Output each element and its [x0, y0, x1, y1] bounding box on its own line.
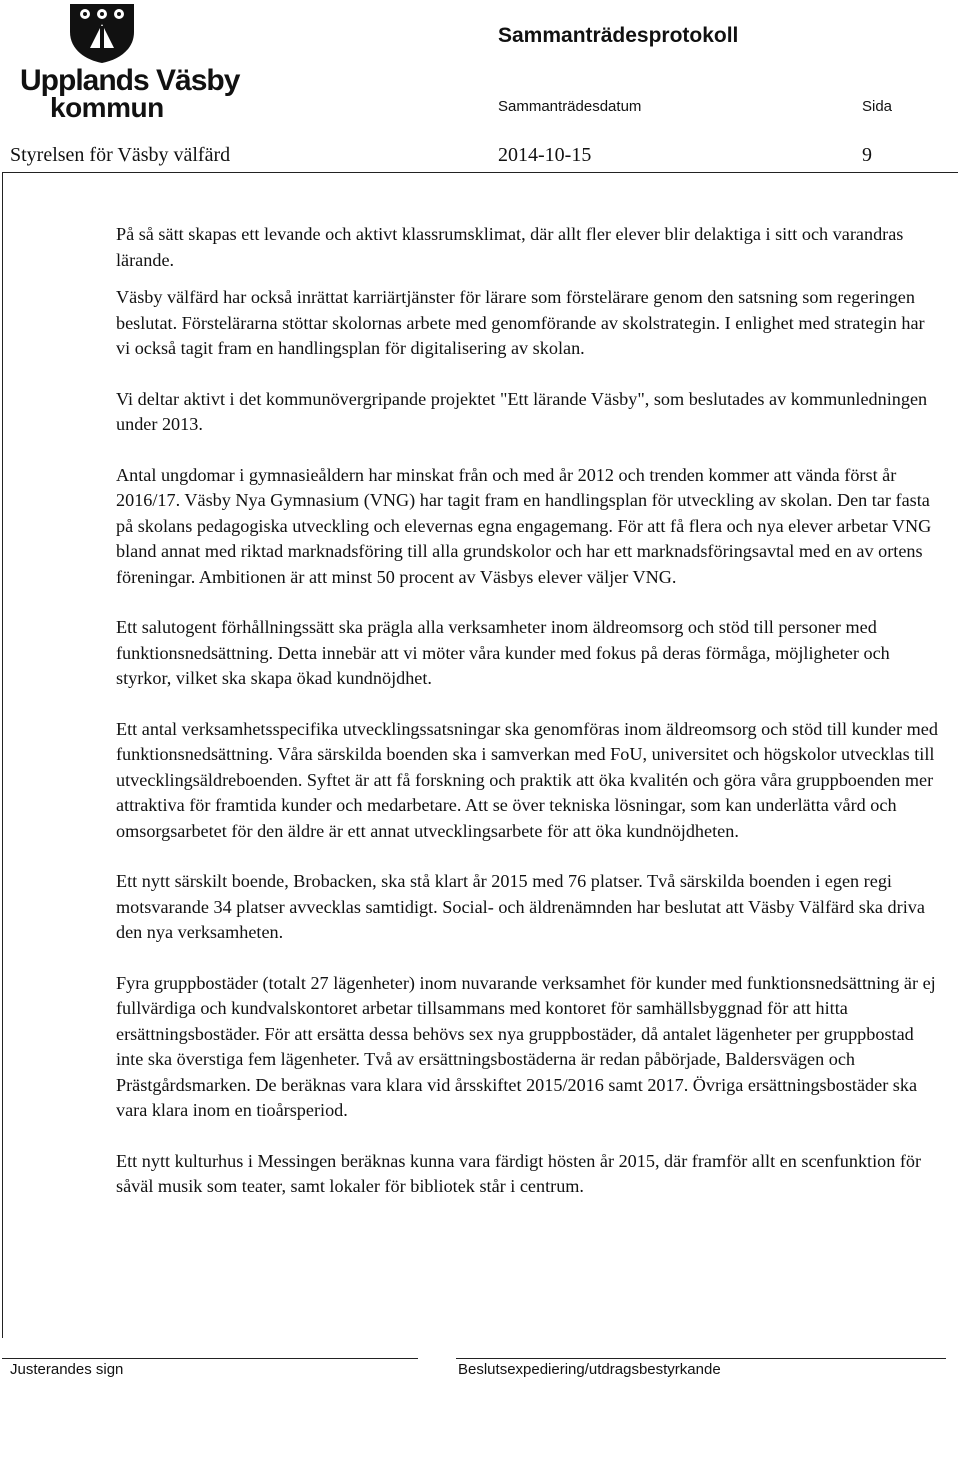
margin-rule [2, 172, 3, 1338]
paragraph: Vi deltar aktivt i det kommunövergripande projektet "Ett lärande Väsby", som beslutades av kommunledningen under 2013. [116, 388, 928, 434]
date-label: Sammanträdesdatum [498, 98, 642, 115]
paragraph: Fyra gruppbostäder (totalt 27 lägenheter) inom nuvarande verksamhet för kunder med funktionsnedsättning är ej fullvärdiga och kundvalskontoret arbetar tillsammans med kontoret för samhällsbyggnad för att hitta ersättningsbostäder. För att ersätta dessa behövs sex nya gruppbostäder, då antalet lägenheter per gruppbostad inte ska överstiga fem lägenheter. Två av ersättningsbostäderna är redan påbörjade, Baldersvägen och Prästgårdsmarken. De beräknas vara klara vid årsskiftet 2015/2016 samt 2017. Övriga ersättningsbostäder ska vara klara inom en tioårsperiod. [116, 972, 936, 1120]
certification-label: Beslutsexpediering/utdragsbestyrkande [458, 1361, 721, 1378]
paragraph: Väsby välfärd har också inrättat karriärtjänster för lärare som förstelärare genom den satsning som regeringen beslutat. Förstelärarna stöttar skolornas arbete med genomförande av skolstrategin. I enlighet med strategin har vi också tagit fram en handlingsplan för digitalisering av skolan. [116, 287, 925, 358]
page-label: Sida [862, 98, 893, 115]
paragraph: Ett nytt kulturhus i Messingen beräknas kunna vara färdigt hösten år 2015, där framför allt en scenfunktion för såväl musik som teater, samt lokaler för bibliotek står i centrum. [116, 1150, 922, 1196]
paragraph: På så sätt skapas ett levande och aktivt klassrumsklimat, där allt fler elever blir delaktiga i sitt och varandras lärande. [116, 224, 904, 270]
logo-subtitle: kommun [50, 92, 164, 123]
signature-label: Justerandes sign [10, 1361, 124, 1378]
paragraph: Ett salutogent förhållningssätt ska prägla alla verksamheter inom äldreomsorg och stöd till personer med funktionsnedsättning. Detta innebär att vi möter våra kunder med fokus på deras förmåga, möjligheter och styrkor, vilket ska skapa ökad kundnöjdhet. [116, 617, 890, 688]
paragraph: Ett antal verksamhetsspecifika utvecklingssatsningar ska genomföras inom äldreomsorg och stöd till kunder med funktionsnedsättning. Våra särskilda boenden ska i samverkan med FoU, universitet och högskolor utvecklas till utvecklingsäldreboenden. Syftet är att få forskning och praktik att öka kvalitén och göra våra gruppboenden mer attraktiva för framtida kunder och medarbetare. Att se över tekniska lösningar, som kan underlätta vård och omsorgsarbetet för den äldre är ett annat utvecklingsarbete för att öka kundnöjdheten. [116, 718, 938, 841]
meeting-date: 2014-10-15 [498, 144, 592, 166]
municipality-logo [10, 0, 240, 125]
header-rule [2, 172, 958, 173]
page-number: 9 [862, 144, 872, 166]
footer-rule-left [2, 1358, 418, 1359]
document-type: Sammanträdesprotokoll [498, 24, 739, 47]
paragraph: Ett nytt särskilt boende, Brobacken, ska stå klart år 2015 med 76 platser. Två särskilda boenden i egen regi motsvarande 34 platser avvecklas samtidigt. Social- och äldrenämnden har beslutat att Väsby Välfärd ska driva den nya verksamheten. [116, 871, 925, 942]
paragraph: Antal ungdomar i gymnasieåldern har minskat från och med år 2012 och trenden kommer att vända först år 2016/17. Väsby Nya Gymnasium (VNG) har tagit fram en handlingsplan för utveckling av skolan. Den tar fasta på skolans pedagogiska utveckling och elevernas egna engagemang. För att få flera och nya elever arbetar VNG bland annat med riktad marknadsföring till alla grundskolor och har ett marknadsföringsavtal med en av ortens föreningar. Ambitionen är att minst 50 procent av Väsbys elever väljer VNG. [116, 464, 932, 587]
logo-name: Upplands Väsby [20, 64, 240, 97]
body-name: Styrelsen för Väsby välfärd [10, 144, 231, 166]
coat-of-arms-icon [68, 2, 136, 64]
footer-rule-right [456, 1358, 946, 1359]
protocol-body [116, 222, 938, 1225]
